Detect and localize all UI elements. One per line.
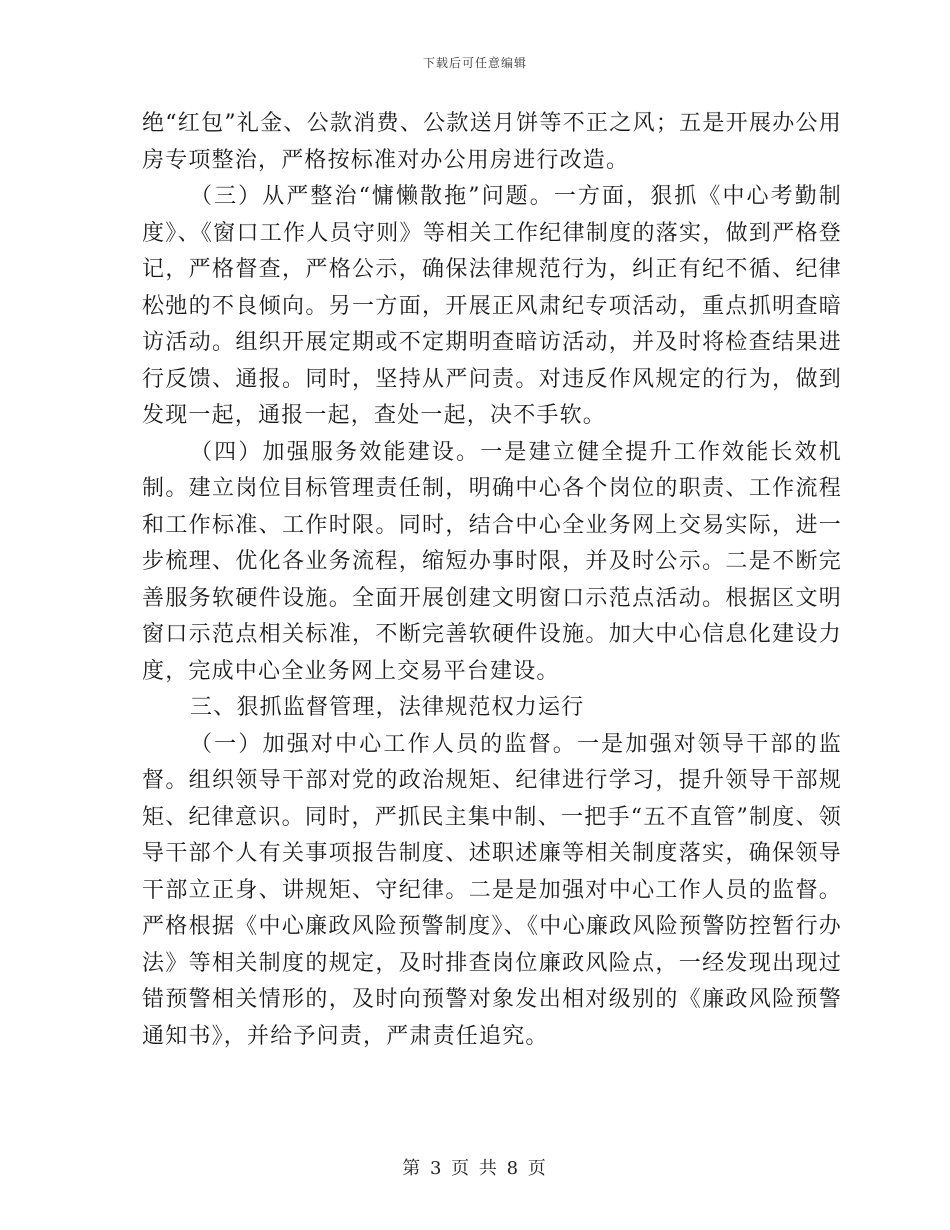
- paragraph-section-1-supervision: （一）加强对中心工作人员的监督。一是加强对领导干部的监督。组织领导干部对党的政治规矩、纪律进行学习，提升领导干部规矩、纪律意识。同时，严抓民主集中制、一把手“五不直管”制度、领导干部个人有关事项报告制度、述职述廉等相关制度落实，确保领导干部立正身、讲规矩、守纪律。二是是加强对中心工作人员的监督。严格根据《中心廉政风险预警制度》、《中心廉政风险预警防控暂行办法》等相关制度的规定，及时排查岗位廉政风险点，一经发现出现过错预警相关情形的，及时向预警对象发出相对级别的《廉政风险预警通知书》，并给予问责，严肃责任追究。: [142, 731, 842, 1049]
- paragraph-section-3: （三）从严整治“慵懒散拖”问题。一方面，狠抓《中心考勤制度》、《窗口工作人员守则》等相关工作纪律制度的落实，做到严格登记，严格督查，严格公示，确保法律规范行为，纠正有纪不循、纪律松弛的不良倾向。另一方面，开展正风肃纪专项活动，重点抓明查暗访活动。组织开展定期或不定期明查暗访活动，并及时将检查结果进行反馈、通报。同时，坚持从严问责。对违反作风规定的行为，做到发现一起，通报一起，查处一起，决不手软。: [142, 184, 842, 428]
- paragraph-intro-continuation: 绝“红包”礼金、公款消费、公款送月饼等不正之风；五是开展办公用房专项整治，严格按标准对办公用房进行改造。: [142, 111, 842, 173]
- page-number-footer: 第 3 页 共 8 页: [402, 1158, 548, 1179]
- section-heading-supervision: 三、狠抓监督管理，法律规范权力运行: [190, 695, 585, 720]
- document-body: [142, 106, 842, 1055]
- paragraph-section-4: （四）加强服务效能建设。一是建立健全提升工作效能长效机制。建立岗位目标管理责任制，明确中心各个岗位的职责、工作流程和工作标准、工作时限。同时，结合中心全业务网上交易实际，进一步梳理、优化各业务流程，缩短办事时限，并及时公示。二是不断完善服务软硬件设施。全面开展创建文明窗口示范点活动。根据区文明窗口示范点相关标准，不断完善软硬件设施。加大中心信息化建设力度，完成中心全业务网上交易平台建设。: [142, 439, 842, 684]
- page-header-note: 下载后可任意编辑: [422, 56, 527, 70]
